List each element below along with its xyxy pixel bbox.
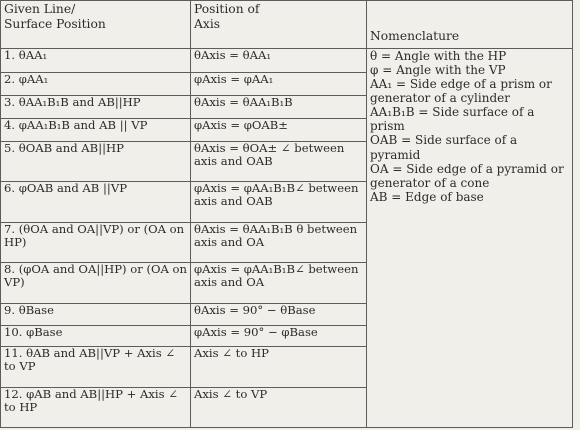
- given-cell: 10. φBase: [1, 325, 191, 347]
- axis-cell: φAxis = φAA₁: [191, 72, 367, 95]
- nomenclature-item: OA = Side edge of a pyramid or generator of a cone: [370, 161, 564, 190]
- given-cell: 2. φAA₁: [1, 72, 191, 95]
- given-cell: 6. φOAB and AB ||VP: [1, 181, 191, 222]
- given-cell: 4. φAA₁B₁B and AB || VP: [1, 118, 191, 141]
- axis-cell: Axis ∠ to HP: [191, 347, 367, 387]
- given-cell: 5. θOAB and AB||HP: [1, 141, 191, 181]
- axis-cell: φAxis = 90° − φBase: [191, 325, 367, 347]
- given-cell: 11. θAB and AB||VP + Axis ∠ to VP: [1, 347, 191, 387]
- table-header-row: [1, 1, 573, 49]
- given-cell: 1. θAA₁: [1, 48, 191, 72]
- given-cell: 7. (θOA and OA||VP) or (OA on HP): [1, 223, 191, 263]
- axis-cell: θAxis = θOA± ∠ between axis and OAB: [191, 141, 367, 181]
- axis-cell: φAxis = φOAB±: [191, 118, 367, 141]
- nomenclature-item: AB = Edge of base: [370, 189, 484, 204]
- given-cell: 8. (φOA and OA||HP) or (OA on VP): [1, 263, 191, 303]
- axis-cell: φAxis = φAA₁B₁B∠ between axis and OA: [191, 263, 367, 303]
- axis-cell: φAxis = φAA₁B₁B∠ between axis and OAB: [191, 181, 367, 222]
- nomenclature-item: OAB = Side surface of a pyramid: [370, 133, 518, 162]
- axis-cell: θAxis = θAA₁: [191, 48, 367, 72]
- given-cell: 9. θBase: [1, 303, 191, 325]
- header-position-of-axis: Position of Axis: [191, 1, 367, 49]
- nomenclature-cell: [367, 48, 573, 427]
- given-cell: 3. θAA₁B₁B and AB||HP: [1, 95, 191, 118]
- axis-cell: Axis ∠ to VP: [191, 387, 367, 427]
- axis-cell: θAxis = 90° − θBase: [191, 303, 367, 325]
- table-row: [1, 48, 573, 72]
- nomenclature-item: AA₁B₁B = Side surface of a prism: [370, 105, 535, 134]
- header-given-line: Given Line/ Surface Position: [1, 1, 191, 49]
- axis-cell: θAxis = θAA₁B₁B: [191, 95, 367, 118]
- nomenclature-item: θ = Angle with the HP: [370, 48, 507, 63]
- axis-cell: θAxis = θAA₁B₁B θ between axis and OA: [191, 223, 367, 263]
- nomenclature-item: φ = Angle with the VP: [370, 63, 506, 78]
- given-cell: 12. φAB and AB||HP + Axis ∠ to HP: [1, 387, 191, 427]
- nomenclature-item: AA₁ = Side edge of a prism or generator of a cylinder: [370, 77, 552, 106]
- header-nomenclature: Nomenclature: [367, 1, 573, 49]
